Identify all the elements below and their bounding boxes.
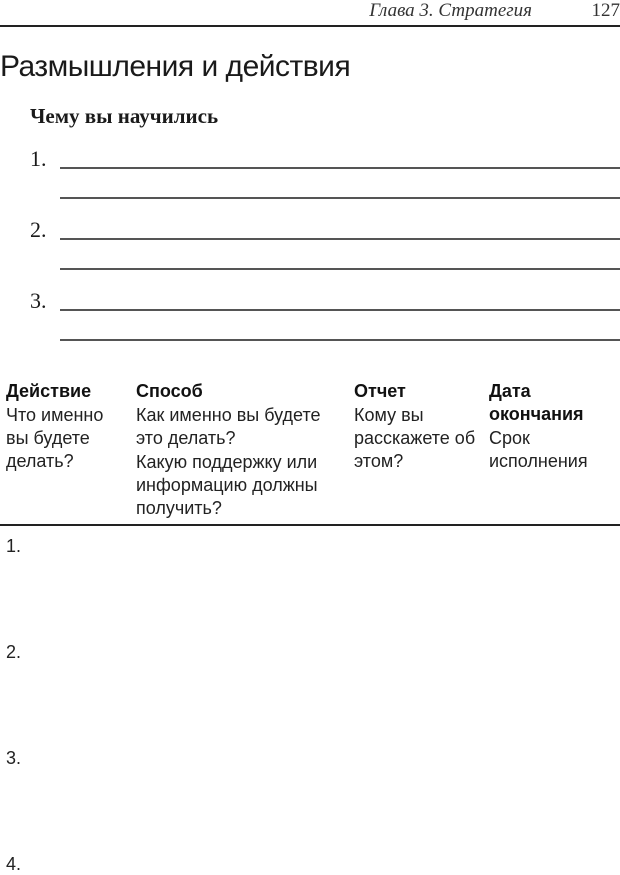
column-header: Способ: [136, 381, 203, 401]
learned-answer-line[interactable]: [60, 238, 620, 240]
action-row-number: 4.: [6, 854, 22, 874]
learned-answer-line[interactable]: [60, 167, 620, 169]
column-header: Отчет: [354, 381, 406, 401]
column-description: Что именно вы будете делать?: [6, 405, 104, 471]
column-deadline: [489, 380, 617, 473]
learned-answer-line[interactable]: [60, 197, 620, 199]
action-row-number: 1.: [6, 536, 22, 556]
learned-item-number: 1.: [30, 146, 47, 171]
column-method: [136, 380, 341, 520]
learned-item-number: 2.: [30, 217, 47, 242]
learned-answer-line[interactable]: [60, 309, 620, 311]
column-header: Дата окончания: [489, 381, 584, 424]
learned-item-number: 3.: [30, 288, 47, 313]
page-title: Размышления и действия: [0, 50, 351, 83]
learned-heading: Чему вы научились: [30, 104, 219, 128]
learned-answer-line[interactable]: [60, 268, 620, 270]
column-description: Какую поддержку или информацию должны получить?: [136, 452, 318, 518]
column-header: Действие: [6, 381, 92, 401]
column-description: Кому вы расскажете об этом?: [354, 405, 476, 471]
column-description: Срок исполнения: [489, 428, 588, 471]
page-number: 127: [591, 0, 620, 21]
column-description: Как именно вы будете это делать?: [136, 405, 321, 448]
action-row-number: 3.: [6, 748, 22, 768]
chapter-title: Глава 3. Стратегия: [369, 0, 532, 21]
column-report: [354, 380, 479, 473]
action-table-header: [0, 380, 620, 526]
running-head: [0, 0, 620, 27]
learned-answer-line[interactable]: [60, 339, 620, 341]
action-row-number: 2.: [6, 642, 22, 662]
column-action: [6, 380, 126, 473]
